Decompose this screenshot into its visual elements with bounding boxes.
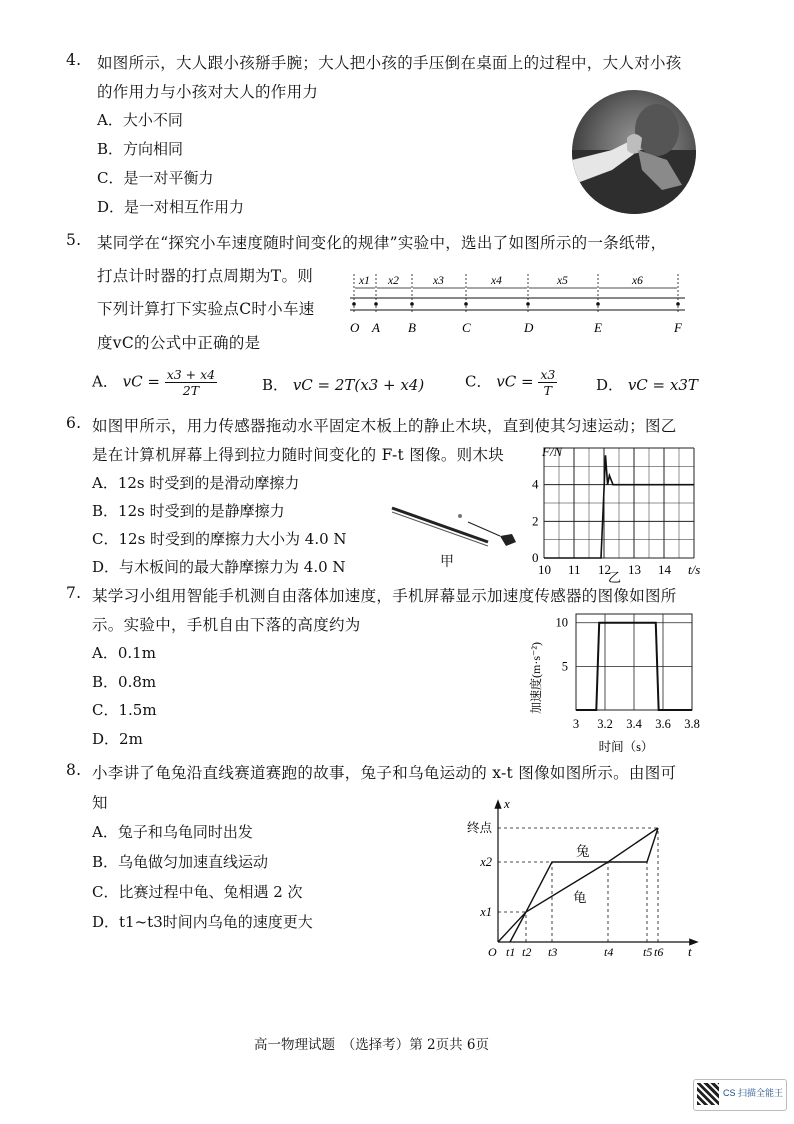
xt-y-label: x2	[480, 855, 492, 869]
board-edge	[392, 512, 488, 546]
xt-x-label: t5	[643, 945, 653, 959]
paper-tape-figure	[340, 268, 700, 340]
q7-option-b: B．0.8m	[92, 673, 157, 691]
ac-y-tick: 5	[561, 659, 568, 674]
ac-y-tick: 10	[555, 615, 568, 630]
q5-option-c-denominator: T	[543, 383, 553, 398]
ft-chart	[530, 440, 710, 584]
q6-option-c: C．12s 时受到的摩擦力大小为 4.0 N	[92, 530, 347, 548]
q5-option-c	[465, 367, 557, 398]
tape-segment-label: x3	[433, 275, 444, 287]
force-sensor-hand	[500, 534, 516, 546]
ft-x-tick: 11	[568, 562, 581, 577]
tape-point-label: F	[674, 320, 682, 335]
ft-x-tick: 14	[658, 562, 671, 577]
xt-x-label: O	[488, 945, 497, 959]
tape-point-label: C	[462, 320, 471, 335]
q8-option-c: C．比赛过程中龟、兔相遇 2 次	[92, 883, 303, 901]
q8-number: 8.	[66, 761, 82, 779]
ft-x-tick: 10	[538, 562, 551, 577]
q7-option-d: D．2m	[92, 730, 143, 748]
q4-option-c: C．是一对平衡力	[97, 169, 214, 187]
xt-y-label: 终点	[466, 821, 492, 835]
ft-y-tick: 0	[532, 550, 539, 565]
ft-y-tick: 2	[532, 513, 539, 529]
acceleration-x-axis-label: 时间（s）	[598, 740, 654, 754]
q6-option-a: A．12s 时受到的是滑动摩擦力	[92, 474, 300, 492]
ac-x-tick: 3.6	[655, 717, 671, 731]
q6-option-d: D．与木板间的最大静摩擦力为 4.0 N	[92, 558, 346, 576]
xt-y-axis-label: x	[504, 796, 510, 811]
q8-option-d: D．t1~t3时间内乌龟的速度更大	[92, 913, 313, 931]
q6-stem-line2: 是在计算机屏幕上得到拉力随时间变化的 F-t 图像。则木块	[92, 446, 505, 464]
q5-number: 5.	[66, 231, 82, 249]
block-marker	[458, 514, 462, 518]
q5-stem-line1: 某同学在“探究小车速度随时间变化的规律”实验中，选出了如图所示的一条纸带，	[97, 234, 667, 252]
tape-point-label: B	[408, 320, 416, 335]
q5-option-a	[92, 367, 217, 398]
q5-option-a-numerator: x3 + x4	[166, 367, 216, 382]
q7-option-c: C．1.5m	[92, 701, 157, 719]
q5-option-d-expr: vC = x3T	[627, 376, 698, 394]
q5-option-a-fraction	[165, 367, 217, 398]
tape-dot	[464, 302, 468, 306]
q5-option-d-label: D．	[596, 376, 624, 394]
q6-number: 6.	[66, 414, 82, 432]
q5-option-a-denominator: 2T	[182, 383, 200, 398]
tape-segment-label: x5	[557, 275, 568, 287]
tape-dot	[526, 302, 530, 306]
q7-number: 7.	[66, 584, 82, 602]
tape-point-label: D	[524, 320, 534, 335]
xt-chart	[440, 794, 710, 960]
figure-jia-label: 甲	[440, 554, 454, 570]
xt-x-label: t6	[654, 945, 664, 959]
q4-number: 4.	[66, 51, 82, 69]
xt-x-label: t2	[522, 945, 532, 959]
xt-x-label: t4	[604, 945, 614, 959]
xt-x-axis-label: t	[688, 944, 692, 959]
tape-point-label: O	[350, 320, 360, 335]
tape-dot	[352, 302, 356, 306]
acceleration-chart	[520, 606, 710, 756]
q8-stem-line2: 知	[92, 794, 108, 812]
tape-dot	[410, 302, 414, 306]
page-footer: 高一物理试题 （选择考）第 2页共 6页	[254, 1037, 490, 1053]
ft-x-tick: 12	[598, 562, 611, 577]
tape-dot	[374, 302, 378, 306]
arm-wrestling-photo	[572, 90, 696, 214]
q6-option-b: B．12s 时受到的是静摩擦力	[92, 502, 285, 520]
q5-option-b-expr: vC = 2T(x3 + x4)	[292, 376, 425, 394]
figure-yi-label: 乙	[608, 570, 622, 584]
q5-option-c-fraction	[538, 367, 557, 398]
scanner-badge-text: CS 扫描全能王	[723, 1088, 784, 1098]
q6-stem-line1: 如图甲所示，用力传感器拖动水平固定木板上的静止木块，直到使其匀速运动；图乙	[92, 417, 677, 435]
xt-x-label: t3	[548, 945, 558, 959]
ac-x-tick: 3.2	[597, 717, 613, 731]
xt-x-label: t1	[506, 945, 516, 959]
q4-stem-line2: 的作用力与小孩对大人的作用力	[97, 83, 319, 101]
q5-option-c-numerator: x3	[540, 367, 556, 382]
q5-option-a-label: A．	[92, 372, 118, 391]
tape-dot	[596, 302, 600, 306]
q4-option-a: A．大小不同	[97, 111, 183, 129]
ft-x-tick: 13	[628, 562, 641, 577]
ft-y-tick: 4	[532, 476, 539, 492]
q7-option-a: A．0.1m	[92, 644, 156, 662]
q8-option-b: B．乌龟做匀加速直线运动	[92, 853, 269, 871]
q7-stem-line1: 某学习小组用智能手机测自由落体加速度，手机屏幕显示加速度传感器的图像如图所	[92, 587, 677, 605]
ft-x-tick: t/s	[688, 562, 701, 577]
q5-option-c-lhs: vC =	[496, 372, 534, 391]
tape-segment-label: x4	[491, 275, 502, 287]
ac-x-tick: 3.8	[684, 717, 700, 731]
q5-option-a-lhs: vC =	[122, 372, 160, 391]
tape-point-label: E	[594, 320, 602, 335]
tape-segment-label: x1	[359, 275, 370, 287]
figure-jia-apparatus	[388, 500, 528, 568]
q4-option-b: B．方向相同	[97, 140, 184, 158]
q5-option-b-label: B．	[262, 376, 289, 394]
acceleration-y-axis-label: 加速度(m·s⁻²)	[529, 642, 543, 714]
qr-code-icon	[697, 1083, 719, 1105]
tape-point-label: A	[372, 320, 380, 335]
q5-stem-line2: 打点计时器的打点周期为T。则	[97, 267, 314, 285]
q4-option-d: D．是一对相互作用力	[97, 198, 245, 216]
string-line	[468, 522, 500, 536]
q5-stem-line3: 下列计算打下实验点C时小车速	[97, 300, 315, 318]
q5-option-b	[262, 374, 424, 395]
xt-turtle-label: 龟	[573, 890, 587, 905]
q5-option-c-label: C．	[465, 372, 492, 391]
q7-stem-line2: 示。实验中，手机自由下落的高度约为	[92, 616, 361, 634]
q8-option-a: A．兔子和乌龟同时出发	[92, 823, 253, 841]
tape-dot	[676, 302, 680, 306]
q8-stem-line1: 小李讲了龟兔沿直线赛道赛跑的故事，兔子和乌龟运动的 x-t 图像如图所示。由图可	[92, 764, 677, 782]
tape-segment-label: x6	[632, 275, 643, 287]
q4-stem-line1: 如图所示，大人跟小孩掰手腕；大人把小孩的手压倒在桌面上的过程中，大人对小孩	[97, 54, 682, 72]
scanner-badge	[693, 1079, 787, 1111]
q5-option-d	[596, 374, 698, 395]
xt-rabbit-label: 兔	[576, 844, 590, 859]
tape-segment-label: x2	[388, 275, 399, 287]
ft-y-axis-label: F/N	[542, 444, 563, 459]
ac-x-tick: 3	[572, 717, 580, 731]
q5-stem-line4: 度vC的公式中正确的是	[97, 334, 261, 352]
ac-x-tick: 3.4	[626, 717, 642, 731]
xt-y-label: x1	[480, 905, 492, 919]
